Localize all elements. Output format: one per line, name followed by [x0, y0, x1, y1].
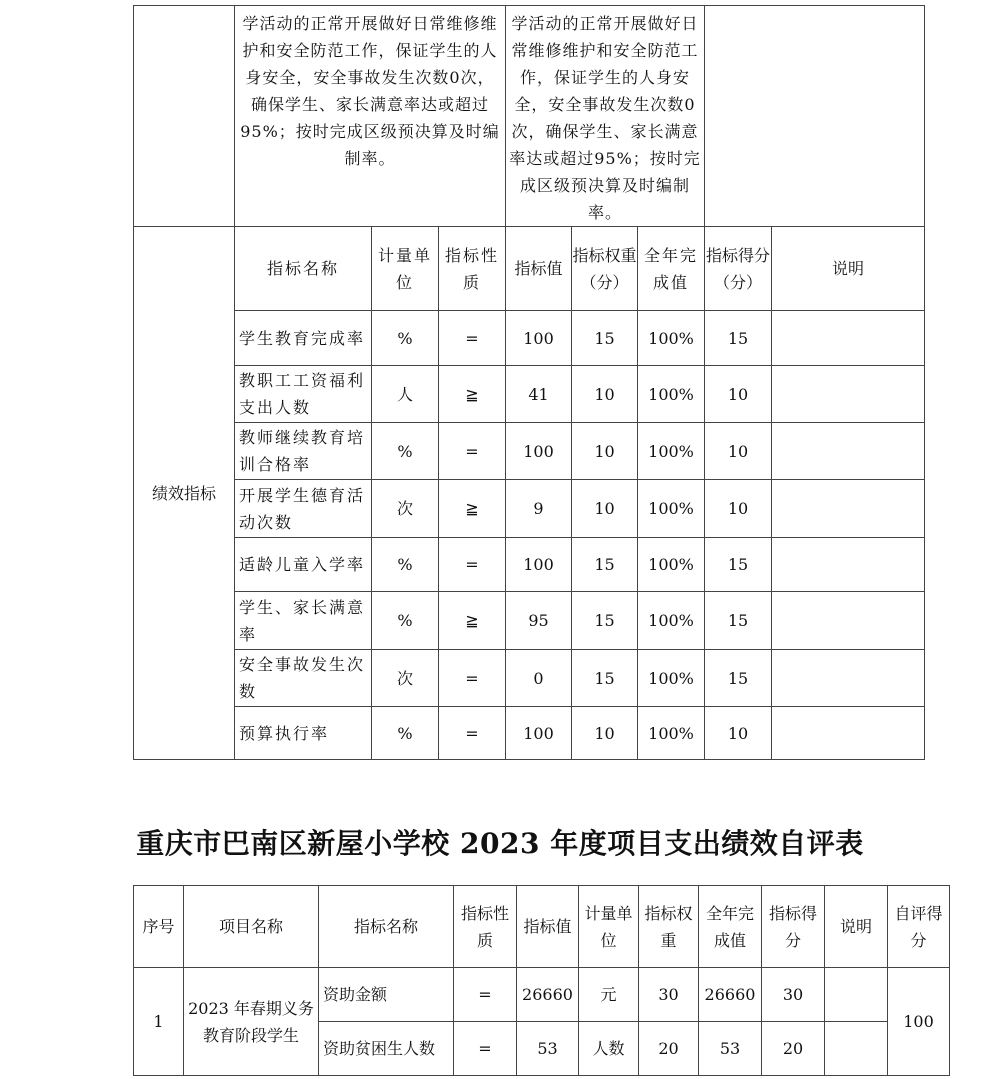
indicator-nature: =: [454, 1022, 517, 1076]
indicator-nature: =: [439, 311, 506, 366]
table-row: [134, 968, 950, 1022]
indicator-note: [772, 707, 925, 760]
indicator-value: 0: [506, 650, 572, 707]
header-name: 指标名称: [235, 227, 372, 311]
table-row: [134, 592, 925, 650]
indicator-nature: ≧: [439, 366, 506, 423]
header-project: 项目名称: [184, 886, 319, 968]
project-seq: 1: [134, 968, 184, 1076]
indicator-weight: 15: [572, 650, 638, 707]
bottom-header-row: [134, 886, 950, 968]
indicator-note: [772, 538, 925, 592]
header-completion: 全年完成值: [638, 227, 705, 311]
empty-cell: [705, 6, 925, 227]
indicator-unit: 次: [372, 650, 439, 707]
header-self-score: 自评得分: [888, 886, 950, 968]
indicator-note: [772, 480, 925, 538]
indicator-name: 适龄儿童入学率: [235, 538, 372, 592]
indicator-value: 95: [506, 592, 572, 650]
table-row: [134, 311, 925, 366]
goal-row: [134, 6, 925, 227]
indicator-note: [772, 592, 925, 650]
header-seq: 序号: [134, 886, 184, 968]
goal-text-left: 学活动的正常开展做好日常维修维护和安全防范工作，保证学生的人身安全，安全事故发生次数0次，确保学生、家长满意率达或超过95%；按时完成区级预决算及时编制率。: [235, 6, 506, 227]
indicator-value: 100: [506, 423, 572, 480]
indicator-note: [825, 968, 888, 1022]
indicator-weight: 15: [572, 538, 638, 592]
indicator-weight: 30: [639, 968, 699, 1022]
indicator-unit: %: [372, 538, 439, 592]
indicator-note: [772, 366, 925, 423]
indicator-completion: 26660: [699, 968, 762, 1022]
indicator-name: 资助贫困生人数: [319, 1022, 454, 1076]
header-weight: 指标权重（分）: [572, 227, 638, 311]
header-nature: 指标性质: [439, 227, 506, 311]
indicator-name: 安全事故发生次数: [235, 650, 372, 707]
indicator-unit: 次: [372, 480, 439, 538]
indicator-value: 100: [506, 538, 572, 592]
indicator-name: 预算执行率: [235, 707, 372, 760]
self-score: 100: [888, 968, 950, 1076]
table-row: [134, 480, 925, 538]
header-value: 指标值: [517, 886, 579, 968]
table-row: [134, 366, 925, 423]
indicator-name: 学生教育完成率: [235, 311, 372, 366]
indicator-nature: =: [439, 423, 506, 480]
indicator-nature: =: [454, 968, 517, 1022]
empty-cell: [134, 6, 235, 227]
indicator-score: 15: [705, 650, 772, 707]
indicator-note: [825, 1022, 888, 1076]
indicator-weight: 20: [639, 1022, 699, 1076]
indicator-unit: %: [372, 311, 439, 366]
indicator-weight: 10: [572, 480, 638, 538]
indicator-unit: 元: [579, 968, 639, 1022]
indicator-value: 100: [506, 311, 572, 366]
indicator-score: 10: [705, 423, 772, 480]
indicator-completion: 53: [699, 1022, 762, 1076]
indicator-unit: 人数: [579, 1022, 639, 1076]
indicator-value: 41: [506, 366, 572, 423]
indicator-note: [772, 423, 925, 480]
goal-text-right: 学活动的正常开展做好日常维修维护和安全防范工作，保证学生的人身安全，安全事故发生次数0次，确保学生、家长满意率达或超过95%；按时完成区级预决算及时编制率。: [506, 6, 705, 227]
indicator-value: 53: [517, 1022, 579, 1076]
indicator-weight: 10: [572, 707, 638, 760]
indicator-score: 10: [705, 366, 772, 423]
indicator-completion: 100%: [638, 311, 705, 366]
indicator-nature: =: [439, 650, 506, 707]
indicator-name: 学生、家长满意率: [235, 592, 372, 650]
indicator-nature: =: [439, 707, 506, 760]
header-note: 说明: [825, 886, 888, 968]
indicator-completion: 100%: [638, 538, 705, 592]
indicator-nature: ≧: [439, 480, 506, 538]
indicator-unit: %: [372, 707, 439, 760]
project-name: 2023 年春期义务教育阶段学生: [184, 968, 319, 1076]
header-weight: 指标权重: [639, 886, 699, 968]
indicator-score: 15: [705, 538, 772, 592]
header-name: 指标名称: [319, 886, 454, 968]
page-title: 重庆市巴南区新屋小学校 2023 年度项目支出绩效自评表: [136, 827, 864, 860]
project-self-evaluation-table: [133, 885, 950, 1076]
table-row: [134, 423, 925, 480]
indicator-note: [772, 311, 925, 366]
header-completion: 全年完成值: [699, 886, 762, 968]
performance-indicator-table: [133, 5, 925, 760]
indicator-weight: 10: [572, 423, 638, 480]
indicator-completion: 100%: [638, 423, 705, 480]
table-row: [134, 538, 925, 592]
indicator-value: 9: [506, 480, 572, 538]
indicator-score: 20: [762, 1022, 825, 1076]
indicator-completion: 100%: [638, 480, 705, 538]
header-score: 指标得分: [762, 886, 825, 968]
table-row: [134, 650, 925, 707]
indicator-name: 教职工工资福利支出人数: [235, 366, 372, 423]
indicator-nature: =: [439, 538, 506, 592]
indicator-completion: 100%: [638, 366, 705, 423]
indicator-name: 资助金额: [319, 968, 454, 1022]
indicator-score: 15: [705, 592, 772, 650]
indicator-completion: 100%: [638, 650, 705, 707]
indicator-note: [772, 650, 925, 707]
indicator-completion: 100%: [638, 592, 705, 650]
indicator-unit: %: [372, 592, 439, 650]
header-unit: 计量单位: [579, 886, 639, 968]
section-label: 绩效指标: [134, 227, 235, 760]
header-unit: 计量单位: [372, 227, 439, 311]
indicator-completion: 100%: [638, 707, 705, 760]
indicator-unit: 人: [372, 366, 439, 423]
indicator-weight: 15: [572, 592, 638, 650]
header-nature: 指标性质: [454, 886, 517, 968]
indicator-weight: 10: [572, 366, 638, 423]
header-score: 指标得分（分）: [705, 227, 772, 311]
header-value: 指标值: [506, 227, 572, 311]
indicator-value: 100: [506, 707, 572, 760]
indicator-value: 26660: [517, 968, 579, 1022]
indicator-score: 15: [705, 311, 772, 366]
indicator-name: 开展学生德育活动次数: [235, 480, 372, 538]
indicator-score: 10: [705, 480, 772, 538]
indicator-score: 30: [762, 968, 825, 1022]
table-row: [134, 707, 925, 760]
indicator-name: 教师继续教育培训合格率: [235, 423, 372, 480]
indicator-score: 10: [705, 707, 772, 760]
header-note: 说明: [772, 227, 925, 311]
indicator-nature: ≧: [439, 592, 506, 650]
indicator-weight: 15: [572, 311, 638, 366]
indicator-header-row: [134, 227, 925, 311]
indicator-unit: %: [372, 423, 439, 480]
